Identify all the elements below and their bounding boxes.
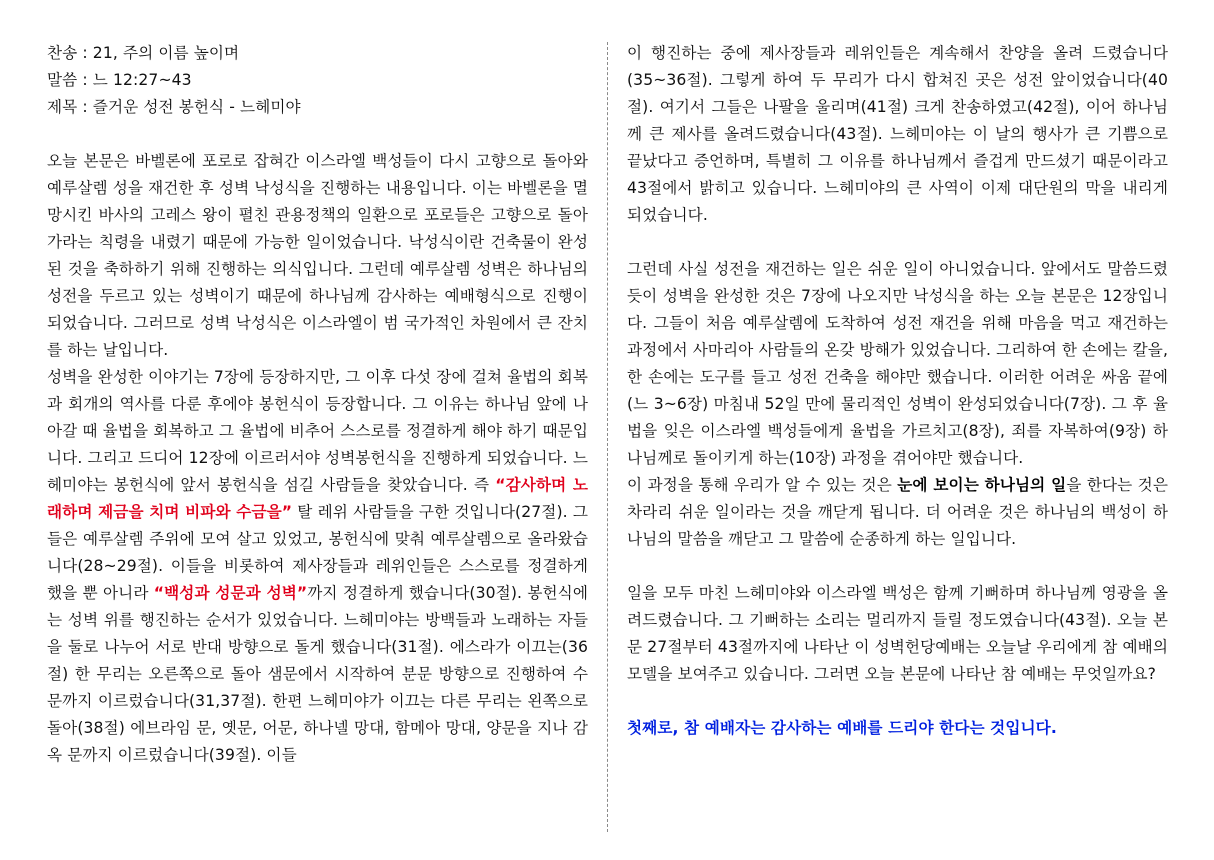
red-emphasis-quote-1: “감사하며 노래하며 제금을 치며 비파와 수금을” — [47, 476, 589, 521]
red-emphasis-quote-2: “백성과 성문과 성벽” — [153, 584, 308, 602]
spacer — [627, 553, 1168, 580]
spacer — [627, 229, 1168, 256]
right-paragraph-3 — [627, 472, 1168, 553]
first-point-heading: 첫째로, 참 예배자는 감사하는 예배를 드리야 한다는 것입니다. — [627, 719, 1057, 737]
right-column — [627, 40, 1168, 742]
column-divider — [607, 42, 608, 832]
text-run: 이 과정을 통해 우리가 알 수 있는 것은 — [627, 476, 898, 494]
left-column — [47, 40, 588, 769]
scripture-line: 말씀 : 느 12:27~43 — [47, 71, 192, 89]
left-paragraph-2 — [47, 364, 588, 769]
left-paragraph-1: 오늘 본문은 바벨론에 포로로 잡혀간 이스라엘 백성들이 다시 고향으로 돌아와 예루살렘 성을 재건한 후 성벽 낙성식을 진행하는 내용입니다. 이는 바벨론을 멸망시킨 바사의 고레스 왕이 펼친 관용정책의 일환으로 포로들은 고향으로 돌아가라는 칙령을 내렸기 때문에 가능한 일이었습니다. 낙성식이란 건축물이 완성된 것을 축하하기 위해 진행하는 의식입니다. 그런데 예루살렘 성벽은 하나님의 성전을 두르고 있는 성벽이기 때문에 하나님께 감사하는 예배형식으로 진행이 되었습니다. 그러므로 성벽 낙성식은 이스라엘이 범 국가적인 차원에서 큰 잔치를 하는 날입니다. — [47, 152, 588, 359]
text-run: 을 한다는 것은 차라리 쉬운 일이라는 것을 깨닫게 됩니다. 더 어려운 것은 하나님의 백성이 하나님의 말씀을 깨닫고 그 말씀에 순종하게 하는 일입니다. — [627, 476, 1168, 548]
right-paragraph-4: 일을 모두 마친 느헤미야와 이스라엘 백성은 함께 기뻐하며 하나님께 영광을 올려드렸습니다. 그 기뻐하는 소리는 멀리까지 들릴 정도였습니다(43절). 오늘 본문 27절부터 43절까지에 나타난 이 성벽헌당예배는 오늘날 우리에게 참 예배의 모델을 보여주고 있습니다. 그러면 오늘 본문에 나타난 참 예배는 무엇일까요? — [627, 584, 1168, 683]
right-paragraph-1: 이 행진하는 중에 제사장들과 레위인들은 계속해서 찬양을 올려 드렸습니다(35~36절). 그렇게 하여 두 무리가 다시 합쳐진 곳은 성전 앞이었습니다(40절). 여기서 그들은 나팔을 울리며(41절) 크게 찬송하였고(42절), 이어 하나님께 큰 제사를 올려드렸습니다(43절). 느헤미야는 이 날의 행사가 큰 기쁨으로 끝났다고 증언하며, 특별히 그 이유를 하나님께서 즐겁게 만드셨기 때문이라고 43절에서 밝히고 있습니다. 느헤미야의 큰 사역이 이제 대단원의 막을 내리게 되었습니다. — [627, 44, 1168, 224]
sermon-title: 제목 : 즐거운 성전 봉헌식 - 느헤미야 — [47, 98, 301, 116]
bold-emphasis: 눈에 보이는 하나님의 일 — [897, 476, 1067, 494]
right-paragraph-2: 그런데 사실 성전을 재건하는 일은 쉬운 일이 아니었습니다. 앞에서도 말씀드렸듯이 성벽을 완성한 것은 7장에 나오지만 낙성식을 하는 오늘 본문은 12장입니다. 그들이 처음 예루살렘에 도착하여 성전 재건을 위해 마음을 먹고 재건하는 과정에서 사마리아 사람들의 온갖 방해가 있었습니다. 그리하여 한 손에는 칼을, 한 손에는 도구를 들고 성전 건축을 해야만 했습니다. 이러한 어려운 싸움 끝에(느 3~6장) 마침내 52일 만에 물리적인 성벽이 완성되었습니다(7장). 그 후 율법을 잊은 이스라엘 백성들에게 율법을 가르치고(8장), 죄를 자복하여(9장) 하나님께로 돌이키게 하는(10장) 과정을 겪어야만 했습니다. — [627, 260, 1168, 467]
hymn-line: 찬송 : 21, 주의 이름 높이며 — [47, 44, 240, 62]
spacer — [47, 121, 588, 148]
spacer — [627, 688, 1168, 715]
text-run: 탈 레위 사람들을 구한 것입니다(27절). 그들은 예루살렘 주위에 모여 살고 있었고, 봉헌식에 맞춰 예루살렘으로 올라왔습니다(28~29절). 이들을 비롯하여 제사장들과 레위인들은 스스로를 정결하게 했을 뿐 아니라 — [47, 503, 588, 602]
text-run: 까지 정결하게 했습니다(30절). 봉헌식에는 성벽 위를 행진하는 순서가 있었습니다. 느헤미야는 방백들과 노래하는 자들을 둘로 나누어 서로 반대 방향으로 돌게 했습니다(31절). 에스라가 이끄는(36절) 한 무리는 오른쪽으로 돌아 샘문에서 시작하여 분문 방향으로 진행하여 수문까지 이르렀습니다(31,37절). 한편 느헤미야가 이끄는 다른 무리는 왼쪽으로 돌아(38절) 에브라임 문, 옛문, 어문, 하나넬 망대, 함메아 망대, 양문을 지나 감옥 문까지 이르렀습니다(39절). 이들 — [47, 584, 588, 764]
text-run: 성벽을 완성한 이야기는 7장에 등장하지만, 그 이후 다섯 장에 걸쳐 율법의 회복과 회개의 역사를 다룬 후에야 봉헌식이 등장합니다. 그 이유는 하나님 앞에 나아갈 때 율법을 회복하고 그 율법에 비추어 스스로를 정결하게 해야 하기 때문입니다. 그리고 드디어 12장에 이르러서야 성벽봉헌식을 진행하게 되었습니다. 느헤미야는 봉헌식에 앞서 봉헌식을 섬길 사람들을 찾았습니다. 즉 — [47, 368, 588, 494]
